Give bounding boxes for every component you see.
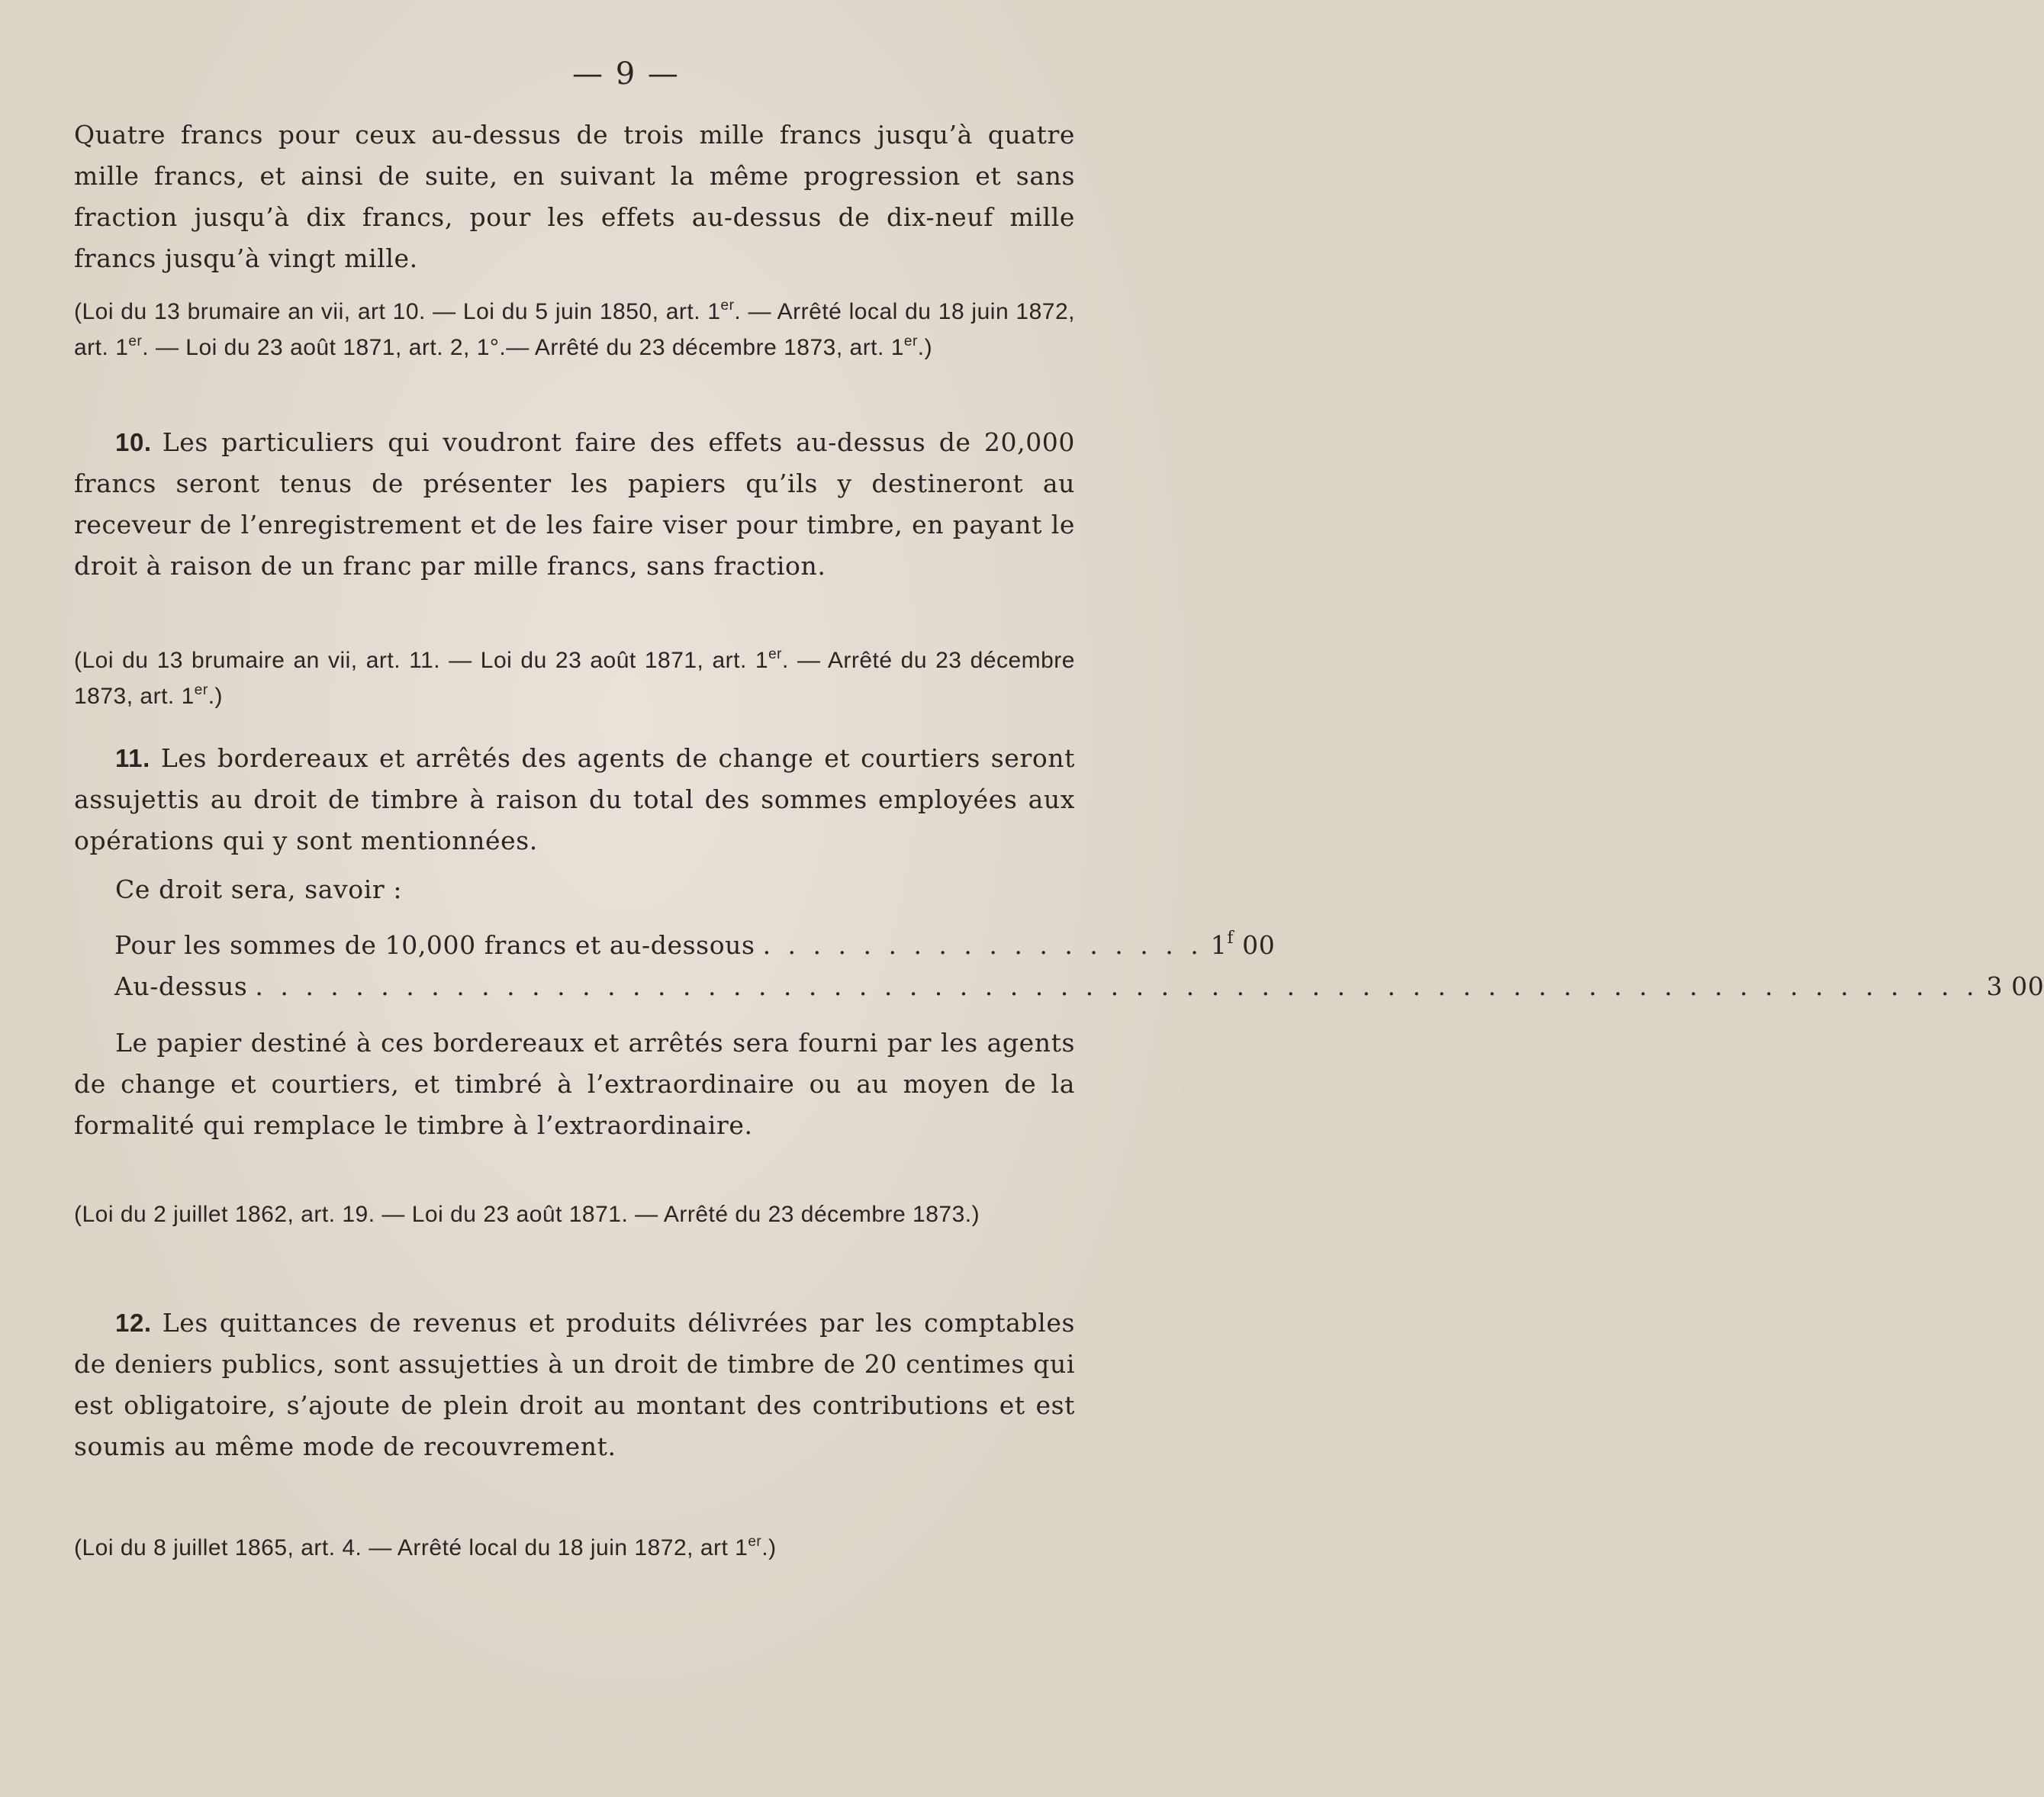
article-11-paragraph — [74, 738, 1075, 861]
citation-1 — [74, 294, 1075, 366]
article-12 — [74, 1303, 1075, 1467]
citation-text: (Loi du 8 juillet 1865, art. 4. — Arrêté local du 18 juin 1872, art 1er.) — [74, 1534, 777, 1560]
citation-text: (Loi du 13 brumaire an vii, art. 11. — Loi du 23 août 1871, art. 1er. — Arrêté du 23 décembre 1873, art. 1er.) — [74, 646, 1075, 709]
article-12-text: Les quittances de revenus et produits délivrées par les comptables de deniers publics, sont assujetties à un droit de timbre de 20 centimes qui est obligatoire, s’ajoute de plein droit au montant des contributions et est soumis au même mode de recouvrement. — [74, 1308, 1075, 1461]
article-number: 11. — [115, 744, 150, 772]
dot-leader: . . . . . . . . . . . . . . . . . . . . . . . . . . . . . . . . . . . . . . . . . . . . . . . . . . . . . . . . . . . . . . . . . . . . . — [255, 971, 1979, 1001]
article-10-paragraph — [74, 422, 1075, 587]
article-number: 12. — [115, 1309, 152, 1337]
article-10-text: Les particuliers qui voudront faire des effets au-dessus de 20,000 francs seront tenus de présenter les papiers qu’ils y destineront au receveur de l’enregistrement et de les faire viser pour timbre, en payant le droit à raison de un franc par mille francs, sans fraction. — [74, 427, 1075, 581]
article-11-text: Les bordereaux et arrêtés des agents de change et courtiers seront assujettis au droit de timbre à raison du total des sommes employées aux opérations qui y sont mentionnées. — [74, 743, 1075, 855]
article-number: 10. — [115, 428, 152, 456]
continuation-paragraph — [74, 114, 1075, 279]
rate-row — [114, 966, 2044, 1007]
citation-text: (Loi du 2 juillet 1862, art. 19. — Loi du 23 août 1871. — Arrêté du 23 décembre 1873.) — [74, 1202, 980, 1227]
citation-text: (Loi du 13 brumaire an vii, art 10. — Loi du 5 juin 1850, art. 1er. — Arrêté local du 18 juin 1872, art. 1er. — Loi du 23 août 1871, art. 2, 1°.— Arrêté du 23 décembre 1873, art. 1er.) — [74, 298, 1075, 360]
papier-paragraph: Le papier destiné à ces bordereaux et arrêtés sera fourni par les agents de change et courtiers, et timbré à l’extraordinaire ou au moyen de la formalité qui remplace le timbre à l’extraordinaire. — [74, 1028, 1075, 1140]
page-number: — 9 — — [572, 56, 680, 92]
rate-label: Pour les sommes de 10,000 francs et au-dessous — [114, 930, 755, 960]
citation-2 — [74, 642, 1075, 714]
article-11-papier — [74, 1022, 1075, 1146]
article-12-paragraph — [74, 1303, 1075, 1467]
citation-3 — [74, 1196, 1075, 1232]
rate-label: Au-dessus — [114, 971, 248, 1001]
article-11-savoir — [74, 869, 1075, 910]
paragraph-text: Quatre francs pour ceux au-dessus de trois mille francs jusqu’à quatre mille francs, et ainsi de suite, en suivant la même progression et sans fraction jusqu’à dix francs, pour les effets au-dessus de dix-neuf mille francs jusqu’à vingt mille. — [74, 120, 1075, 273]
savoir-line: Ce droit sera, savoir : — [115, 874, 403, 904]
rate-value: 1$^f$ 00 — [1210, 929, 1276, 960]
article-10 — [74, 422, 1075, 587]
citation-4 — [74, 1530, 1075, 1566]
article-11 — [74, 738, 1075, 861]
rate-row — [114, 925, 1276, 966]
rate-value: 3 00 — [1986, 971, 2044, 1001]
dot-leader: . . . . . . . . . . . . . . . . . . — [762, 930, 1203, 960]
